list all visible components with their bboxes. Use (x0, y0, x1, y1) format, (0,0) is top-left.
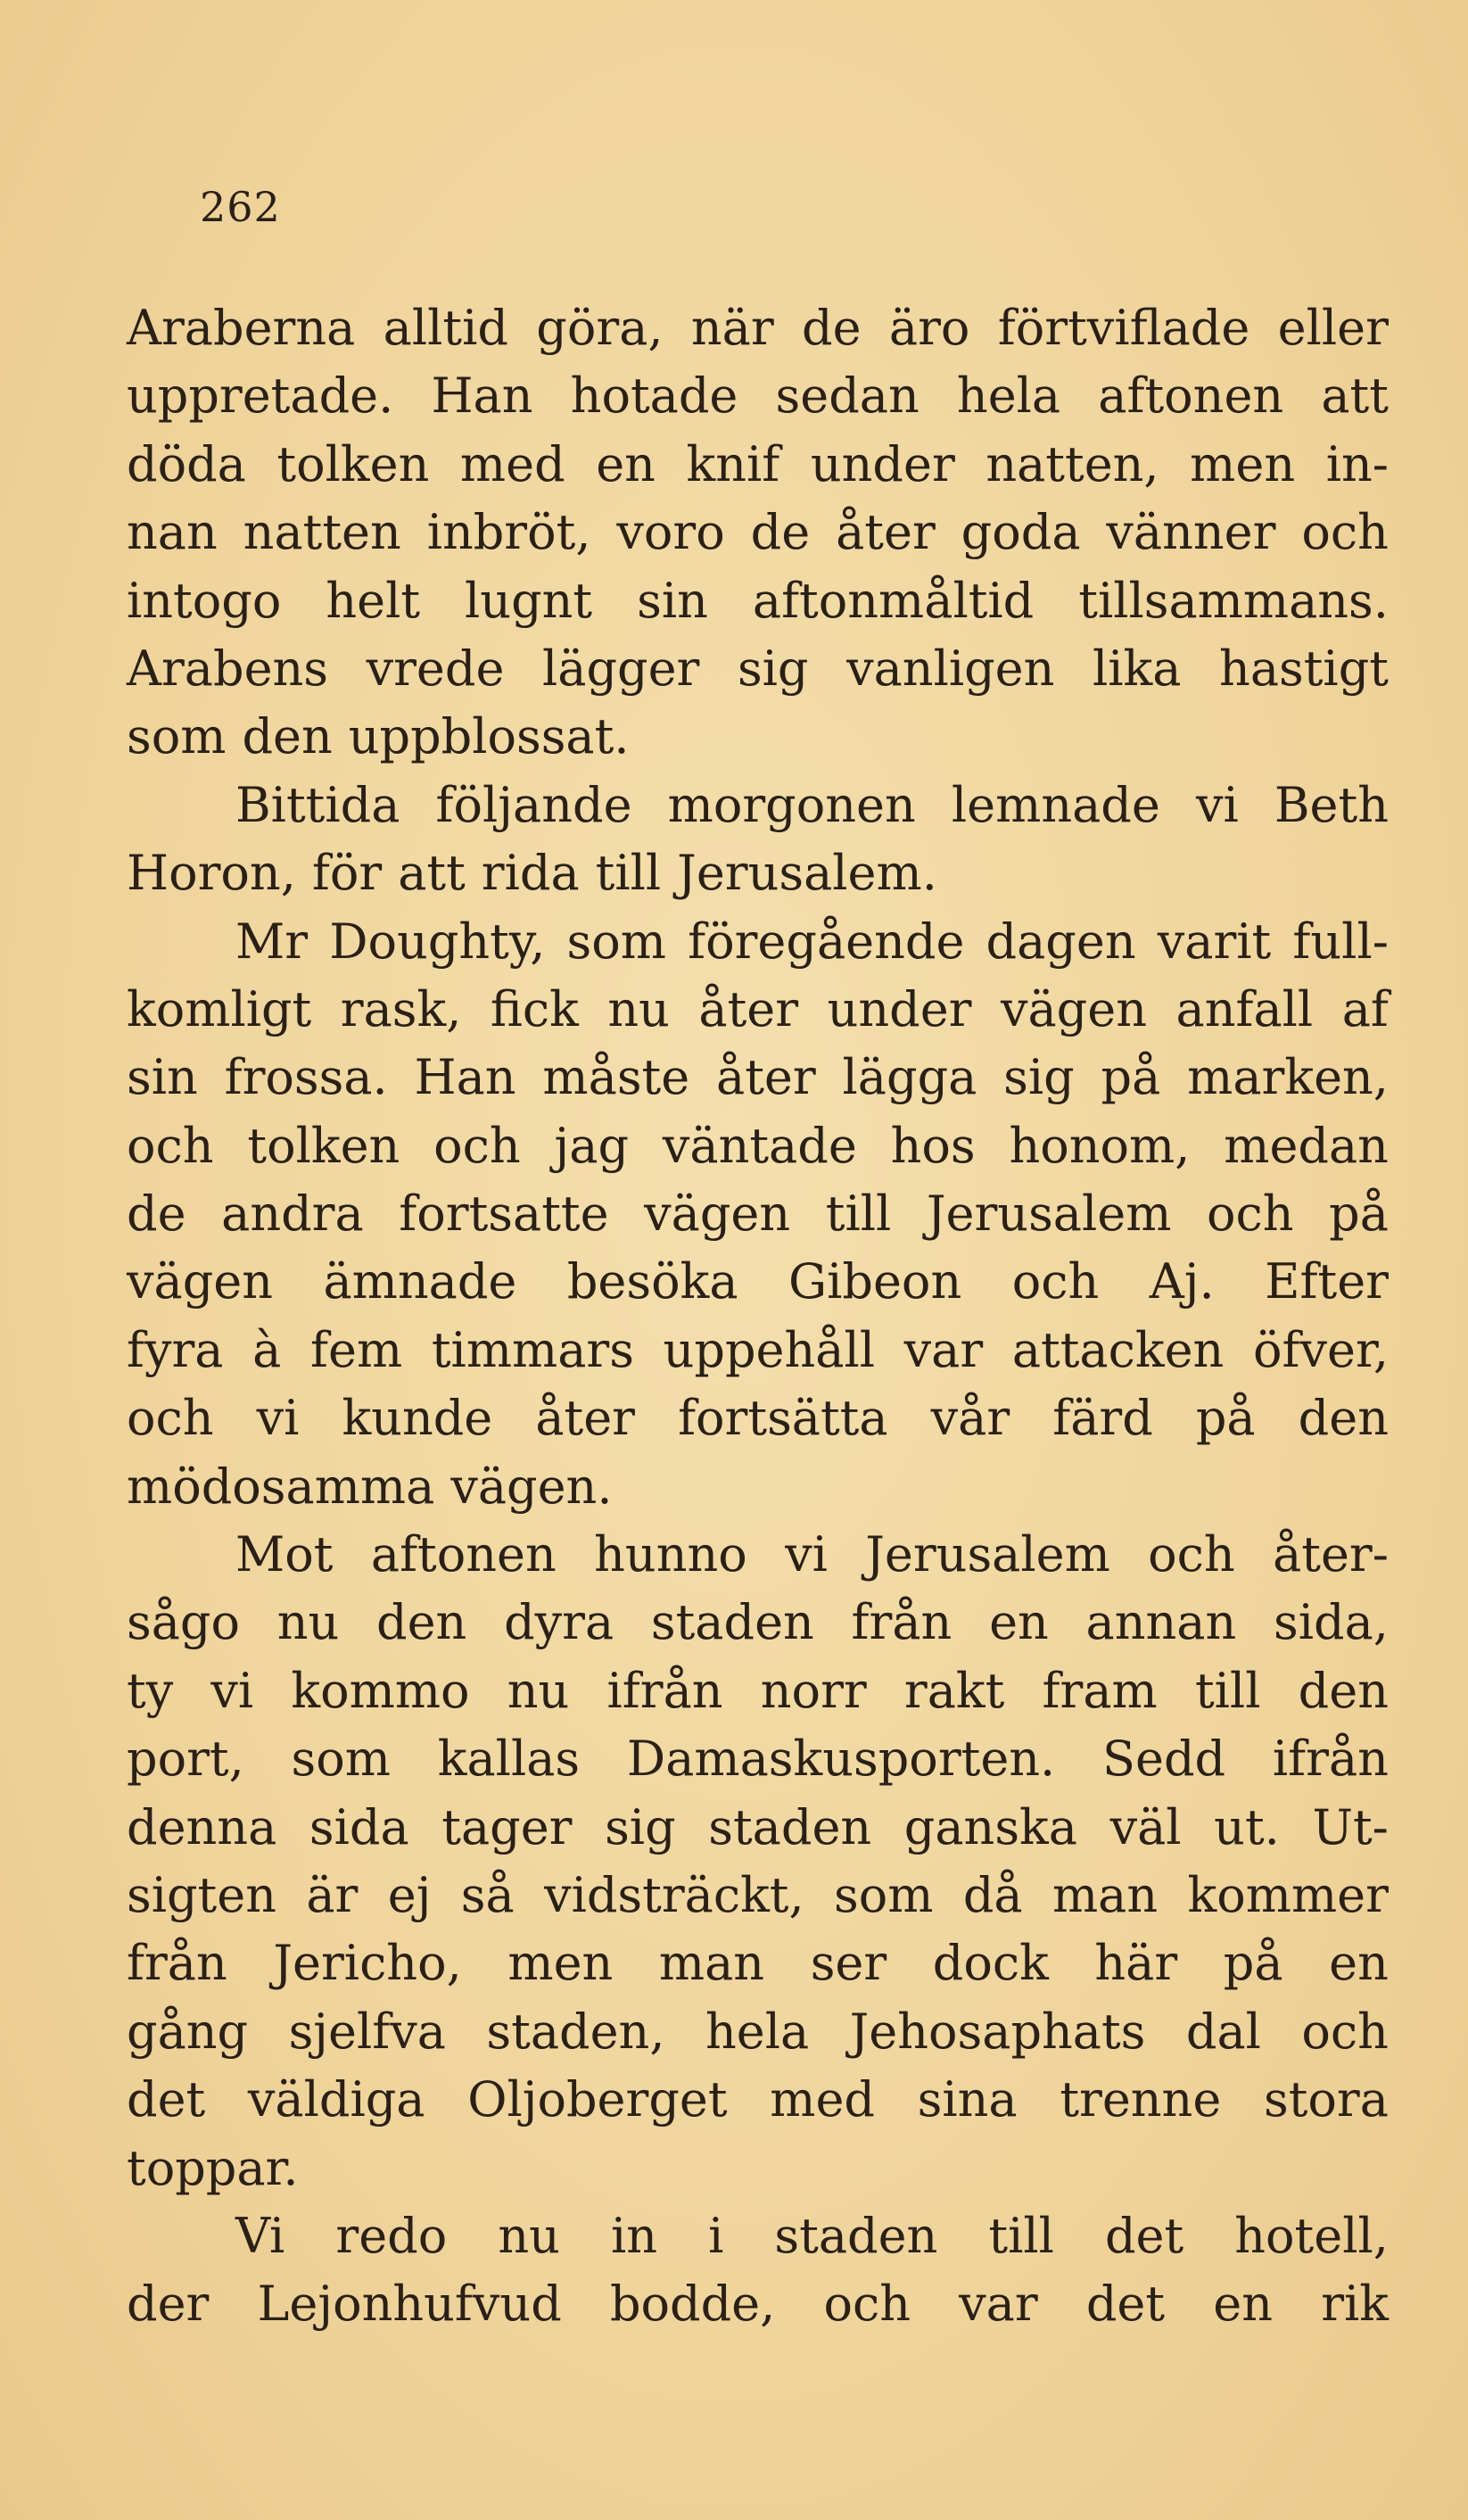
text-line (127, 1794, 1389, 1862)
word: Jerusalem (926, 1186, 1172, 1243)
word: komligt (127, 980, 312, 1037)
text-line (127, 1180, 1389, 1248)
word: följande (435, 776, 632, 833)
word: vidsträckt, (544, 1866, 804, 1923)
word: vrede (366, 640, 505, 697)
word: åter (716, 1049, 816, 1106)
word: sågo (127, 1594, 240, 1651)
word: en (1213, 2276, 1274, 2333)
word: under (827, 980, 972, 1037)
body-text (127, 294, 1389, 2339)
word: rakt (903, 1662, 1005, 1719)
word: sida (309, 1798, 409, 1855)
word: helt (326, 572, 421, 629)
word: och (1301, 504, 1389, 561)
word: anfall (1175, 980, 1314, 1037)
text-line (127, 1453, 1389, 1521)
word: vår (930, 1390, 1010, 1447)
word: staden (708, 1798, 872, 1855)
word: fem (310, 1321, 403, 1378)
word: att (1321, 368, 1389, 425)
text-line (127, 431, 1389, 499)
word: göra, (536, 300, 664, 356)
word: nu (276, 1594, 340, 1651)
word: fortsätta (678, 1390, 888, 1447)
word: staden (774, 2207, 938, 2264)
word: Doughty, (329, 913, 546, 970)
word: och (1148, 1526, 1235, 1583)
word: sig (605, 1798, 676, 1855)
word: vi (785, 1526, 828, 1583)
word: nu (607, 980, 670, 1037)
word: väl (1109, 1798, 1182, 1855)
word: ifrån (1272, 1731, 1389, 1788)
word: den (242, 708, 333, 765)
word: hela (956, 368, 1061, 425)
text-line (127, 294, 1389, 362)
word: var (903, 1321, 984, 1378)
word: med (770, 2071, 875, 2128)
word: vägen (644, 1186, 791, 1243)
text-line (127, 2066, 1389, 2134)
word: i (708, 2207, 724, 2264)
word: sig (737, 640, 809, 697)
word: uppblossat. (348, 708, 630, 765)
word: hunno (594, 1526, 747, 1583)
word: och (127, 1117, 214, 1174)
word: sin (637, 572, 708, 629)
word: under (810, 435, 955, 492)
word: på (1223, 1935, 1283, 1992)
word: trenne (1060, 2071, 1222, 2128)
word: Efter (1265, 1253, 1389, 1310)
word: föregående (688, 913, 965, 970)
word: fram (1042, 1662, 1158, 1719)
word: port, (127, 1731, 244, 1788)
word: till (825, 1186, 892, 1243)
word: från (127, 1935, 227, 1992)
word: vi (256, 1390, 300, 1447)
word: öfver, (1252, 1321, 1389, 1378)
word: dyra (504, 1594, 614, 1651)
text-line (127, 1998, 1389, 2066)
page-number: 262 (200, 183, 281, 231)
text-line (127, 703, 1389, 771)
word: honom, (1009, 1117, 1191, 1174)
word: hotade (570, 368, 738, 425)
word: väldiga (247, 2071, 425, 2128)
text-line (127, 567, 1389, 635)
word: aftonen (370, 1526, 557, 1583)
word: attacken (1011, 1321, 1225, 1378)
word: nan (127, 504, 218, 561)
word: jag (554, 1117, 630, 1174)
word: Mr (235, 913, 309, 970)
word: hela (705, 2003, 810, 2060)
word: ämnade (323, 1253, 517, 1310)
text-line (127, 1384, 1389, 1452)
word: Arabens (127, 640, 329, 697)
text-line (127, 1589, 1389, 1657)
word: på (1329, 1186, 1389, 1243)
word: är (306, 1866, 359, 1923)
word: Araberna (127, 300, 356, 356)
word: norr (760, 1662, 867, 1719)
word: aftonmåltid (752, 572, 1035, 629)
word: tillsammans. (1078, 572, 1389, 629)
text-line (127, 976, 1389, 1044)
word: åter (535, 1390, 635, 1447)
word: här (1094, 1935, 1178, 1992)
word: man (1052, 1866, 1159, 1923)
word: alltid (383, 300, 508, 356)
word: ej (387, 1866, 432, 1923)
text-line (127, 1248, 1389, 1316)
word: fick (490, 980, 579, 1037)
word: Vi (235, 2207, 285, 2264)
word: vägen. (450, 1458, 613, 1515)
word: ut. (1214, 1798, 1280, 1855)
text-line (127, 1929, 1389, 1997)
word: Aj. (1149, 1253, 1215, 1310)
word: lägger (542, 640, 700, 697)
word: kallas (437, 1731, 581, 1788)
word: Jerusalem (865, 1526, 1110, 1583)
word: och (433, 1117, 521, 1174)
word: den (376, 1594, 467, 1651)
text-line (127, 1862, 1389, 1929)
word: åter- (1273, 1526, 1389, 1583)
word: Jerusalem. (677, 845, 937, 902)
word: så (460, 1866, 515, 1923)
word: det (1104, 2207, 1184, 2264)
text-line (127, 2270, 1389, 2338)
text-line (127, 362, 1389, 430)
word: lika (1093, 640, 1182, 697)
word: de (802, 300, 862, 356)
word: när (690, 300, 774, 356)
word: ifrån (606, 1662, 723, 1719)
word: Jericho, (273, 1935, 462, 1992)
word: sida, (1274, 1594, 1389, 1651)
word: det (1085, 2276, 1166, 2333)
word: staden, (486, 2003, 665, 2060)
word: frossa. (224, 1049, 388, 1106)
word: till (988, 2207, 1054, 2264)
word: rida (481, 845, 580, 902)
word: och (1207, 1186, 1294, 1243)
word: Lejonhufvud (257, 2276, 562, 2333)
text-line (127, 839, 1389, 907)
word: dagen (986, 913, 1136, 970)
word: morgonen (667, 776, 916, 833)
word: vägen (1000, 980, 1147, 1037)
word: natten (243, 504, 401, 561)
word: och (823, 2276, 911, 2333)
word: toppar. (127, 2139, 299, 2196)
word: äro (888, 300, 970, 356)
word: marken, (1187, 1049, 1389, 1106)
word: voro (616, 504, 725, 561)
word: hos (890, 1117, 976, 1174)
word: fyra (127, 1321, 224, 1378)
word: lägga (842, 1049, 977, 1106)
word: Gibeon (788, 1253, 962, 1310)
word: måste (542, 1049, 690, 1106)
word: åter (698, 980, 799, 1037)
text-line (127, 1657, 1389, 1725)
word: tolken (276, 435, 430, 492)
word: som (127, 708, 227, 765)
word: lemnade (951, 776, 1160, 833)
word: sin (127, 1049, 198, 1106)
word: lugnt (465, 572, 593, 629)
word: nu (507, 1662, 570, 1719)
word: var (959, 2276, 1038, 2333)
word: besöka (566, 1253, 738, 1310)
word: andra (221, 1186, 364, 1243)
word: varit (1157, 913, 1272, 970)
word: der (127, 2276, 210, 2333)
word: på (1101, 1049, 1161, 1106)
word: staden (650, 1594, 814, 1651)
word: in (610, 2207, 657, 2264)
word: full- (1292, 913, 1389, 970)
text-line (127, 2135, 1389, 2202)
word: Ut- (1312, 1798, 1389, 1855)
word: Horon, (127, 845, 296, 902)
word: intogo (127, 572, 282, 629)
word: timmars (431, 1321, 634, 1378)
word: tager (441, 1798, 573, 1855)
word: som (566, 913, 666, 970)
word: och (127, 1390, 214, 1447)
word: sjelfva (288, 2003, 446, 2060)
word: sigten (127, 1866, 276, 1923)
text-line (127, 635, 1389, 703)
word: sedan (775, 368, 920, 425)
text-line (127, 1317, 1389, 1384)
word: Han (431, 368, 533, 425)
word: den (1298, 1390, 1389, 1447)
word: annan (1085, 1594, 1237, 1651)
word: på (1195, 1390, 1256, 1447)
word: tolken (247, 1117, 400, 1174)
word: man (658, 1935, 765, 1992)
word: redo (335, 2207, 448, 2264)
word: knif (686, 435, 780, 492)
word: döda (127, 435, 246, 492)
word: rask, (340, 980, 462, 1037)
text-line (127, 772, 1389, 839)
word: rik (1321, 2276, 1389, 2333)
word: en (596, 435, 656, 492)
word: gång (127, 2003, 249, 2060)
word: goda (961, 504, 1081, 561)
word: förtviflade (997, 300, 1250, 356)
word: sig (1003, 1049, 1075, 1106)
word: Damaskusporten. (626, 1731, 1056, 1788)
word: att (398, 845, 466, 902)
word: ty (127, 1662, 174, 1719)
word: till (595, 845, 662, 902)
word: en (1329, 1935, 1389, 1992)
word: Bittida (235, 776, 400, 833)
word: nu (498, 2207, 560, 2264)
word: hotell, (1234, 2207, 1389, 2264)
word: för (311, 845, 383, 902)
word: det (127, 2071, 206, 2128)
word: inbröt, (426, 504, 591, 561)
text-line (127, 908, 1389, 976)
word: som (834, 1866, 934, 1923)
word: mödosamma (127, 1458, 435, 1515)
word: uppretade. (127, 368, 394, 425)
word: in- (1325, 435, 1389, 492)
word: Sedd (1102, 1731, 1226, 1788)
word: Oljoberget (467, 2071, 728, 2128)
word: dal (1185, 2003, 1261, 2060)
word: Jehosaphats (849, 2003, 1146, 2060)
word: af (1341, 980, 1389, 1037)
word: eller (1277, 300, 1389, 356)
word: medan (1224, 1117, 1389, 1174)
word: dock (932, 1935, 1049, 1992)
word: ser (810, 1935, 887, 1992)
word: vänner (1106, 504, 1276, 561)
word: stora (1263, 2071, 1389, 2128)
word: vanligen (846, 640, 1055, 697)
word: vi (1195, 776, 1239, 833)
word: den (1298, 1662, 1389, 1719)
word: och (1301, 2003, 1389, 2060)
word: till (1194, 1662, 1261, 1719)
word: vägen (127, 1253, 274, 1310)
word: hastigt (1219, 640, 1389, 697)
word: kommer (1187, 1866, 1389, 1923)
word: som (291, 1731, 391, 1788)
text-line (127, 499, 1389, 566)
word: med (459, 435, 565, 492)
text-line (127, 1725, 1389, 1793)
word: bodde, (609, 2276, 776, 2333)
text-line (127, 1112, 1389, 1180)
word: denna (127, 1798, 277, 1855)
word: uppehåll (663, 1321, 875, 1378)
word: färd (1052, 1390, 1153, 1447)
word: från (851, 1594, 953, 1651)
word: Mot (235, 1526, 334, 1583)
text-line (127, 1521, 1389, 1589)
word: då (962, 1866, 1023, 1923)
word: aftonen (1098, 368, 1284, 425)
word: ganska (903, 1798, 1077, 1855)
word: men (1190, 435, 1296, 492)
word: åter (836, 504, 936, 561)
text-line (127, 2202, 1389, 2270)
word: fortsatte (399, 1186, 609, 1243)
word: à (252, 1321, 282, 1378)
word: och (1011, 1253, 1100, 1310)
word: en (989, 1594, 1049, 1651)
word: vi (210, 1662, 254, 1719)
word: Beth (1274, 776, 1389, 833)
word: men (507, 1935, 614, 1992)
word: väntade (662, 1117, 857, 1174)
word: kommo (291, 1662, 470, 1719)
text-line (127, 1044, 1389, 1111)
word: de (750, 504, 811, 561)
word: sina (917, 2071, 1018, 2128)
word: kunde (342, 1390, 493, 1447)
word: de (127, 1186, 186, 1243)
word: Han (414, 1049, 516, 1106)
word: natten, (986, 435, 1159, 492)
